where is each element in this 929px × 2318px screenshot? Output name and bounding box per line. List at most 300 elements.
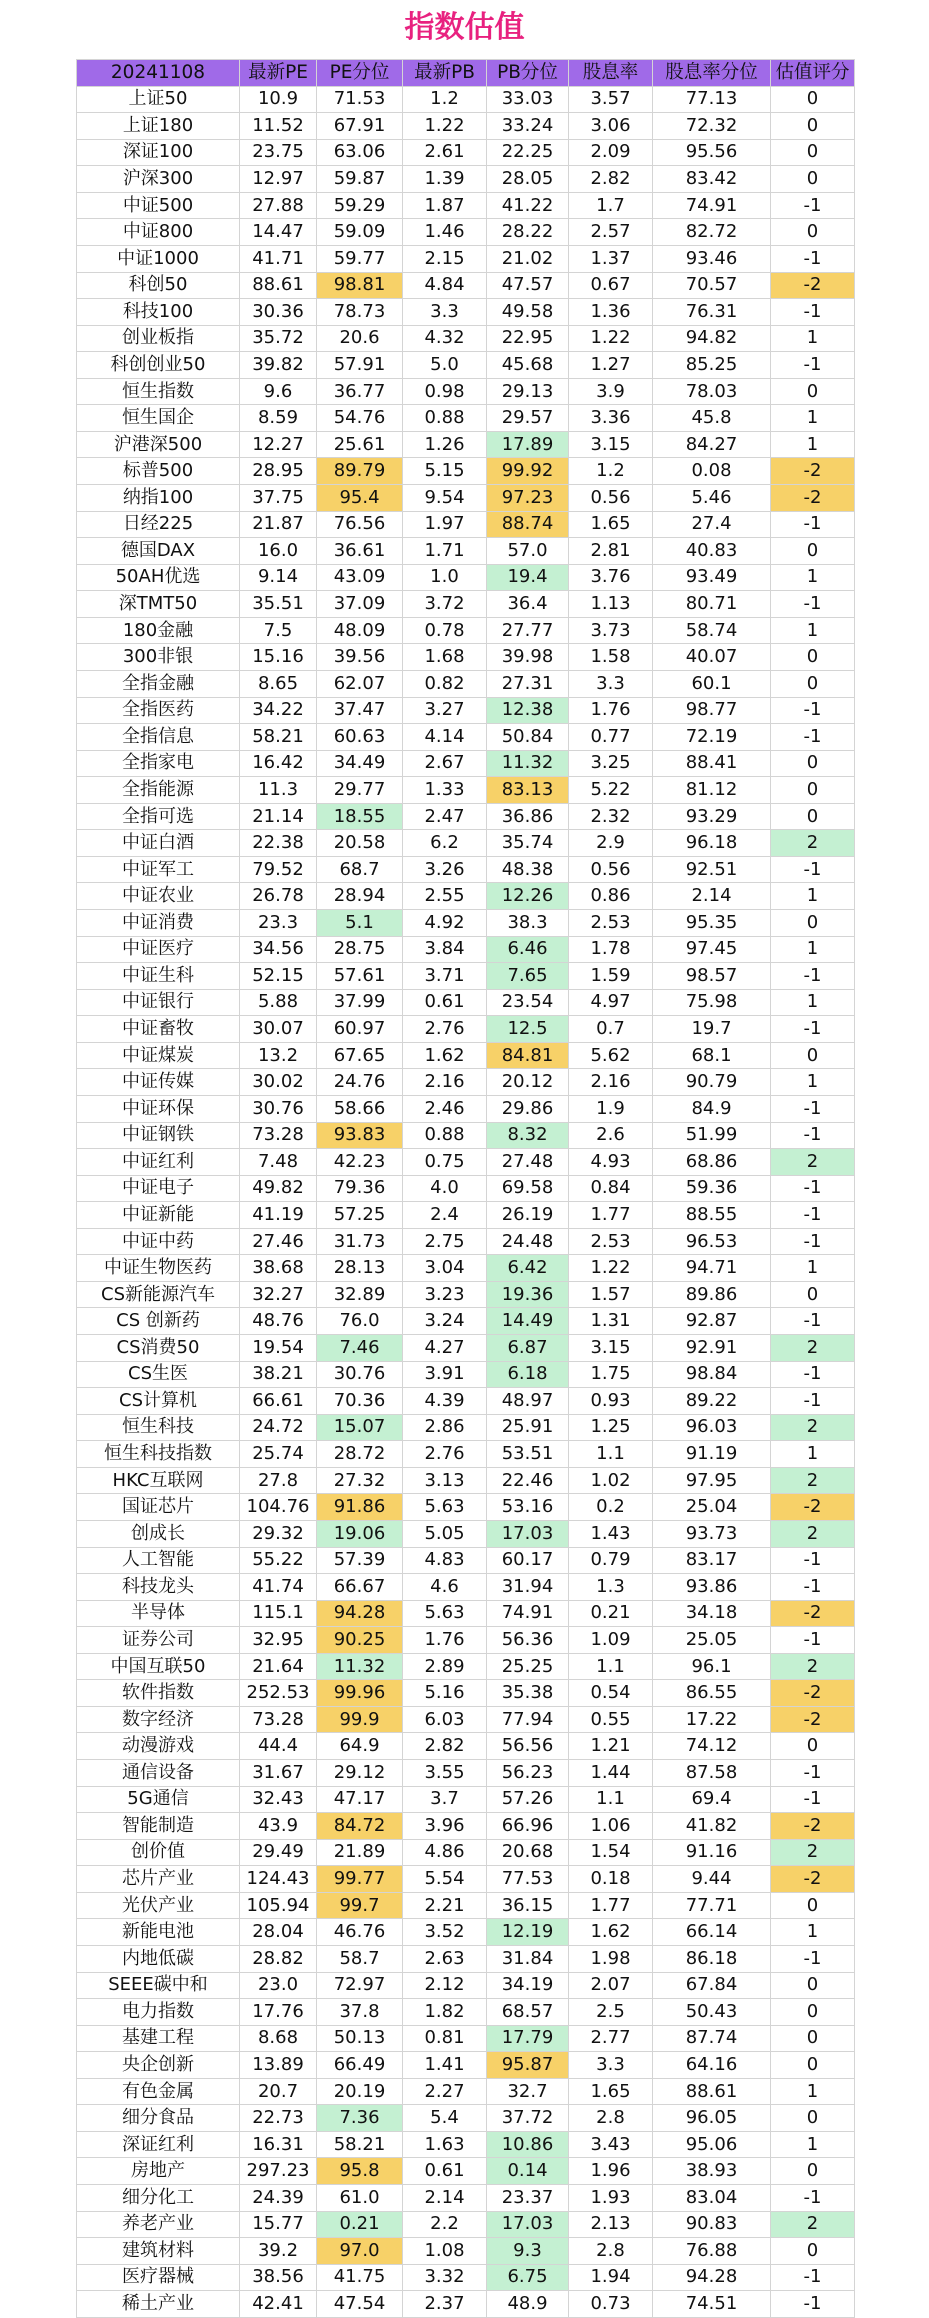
pe-percentile-cell: 29.12 [317, 1760, 403, 1787]
dividend-percentile-cell: 80.71 [653, 591, 771, 618]
table-row [77, 2291, 855, 2318]
table-row [77, 564, 855, 591]
latest-pe-cell: 73.28 [240, 1122, 317, 1149]
latest-pb-cell: 4.86 [403, 1839, 487, 1866]
table-row [77, 405, 855, 432]
pe-percentile-cell: 21.89 [317, 1839, 403, 1866]
dividend-percentile-cell: 0.08 [653, 458, 771, 485]
latest-pe-cell: 11.3 [240, 777, 317, 804]
pb-percentile-cell: 25.91 [487, 1414, 569, 1441]
latest-pb-cell: 1.2 [403, 86, 487, 113]
table-row [77, 325, 855, 352]
pb-percentile-cell: 56.23 [487, 1760, 569, 1787]
pb-percentile-cell: 6.42 [487, 1255, 569, 1282]
latest-pe-cell: 32.95 [240, 1627, 317, 1654]
valuation-score-cell: 1 [771, 1255, 855, 1282]
latest-pb-cell: 2.15 [403, 245, 487, 272]
dividend-percentile-cell: 83.04 [653, 2185, 771, 2212]
dividend-yield-cell: 0.56 [569, 485, 653, 512]
index-name-cell: 科创50 [77, 272, 240, 299]
dividend-percentile-cell: 50.43 [653, 1999, 771, 2026]
dividend-yield-cell: 3.15 [569, 1335, 653, 1362]
latest-pe-cell: 115.1 [240, 1600, 317, 1627]
valuation-score-cell: -1 [771, 245, 855, 272]
latest-pe-cell: 23.0 [240, 1972, 317, 1999]
latest-pb-cell: 2.14 [403, 2185, 487, 2212]
latest-pe-cell: 13.2 [240, 1042, 317, 1069]
table-row [77, 1733, 855, 1760]
pe-percentile-cell: 57.91 [317, 352, 403, 379]
pb-percentile-cell: 29.86 [487, 1095, 569, 1122]
dividend-percentile-cell: 89.22 [653, 1388, 771, 1415]
valuation-score-cell: -1 [771, 1361, 855, 1388]
latest-pb-cell: 3.24 [403, 1308, 487, 1335]
dividend-percentile-cell: 38.93 [653, 2158, 771, 2185]
table-row [77, 1866, 855, 1893]
latest-pb-cell: 6.03 [403, 1706, 487, 1733]
valuation-score-cell: -1 [771, 1016, 855, 1043]
latest-pe-cell: 38.56 [240, 2264, 317, 2291]
dividend-percentile-cell: 83.42 [653, 166, 771, 193]
latest-pe-cell: 58.21 [240, 724, 317, 751]
index-name-cell: 中证红利 [77, 1149, 240, 1176]
pb-percentile-cell: 50.84 [487, 724, 569, 751]
latest-pb-cell: 0.82 [403, 670, 487, 697]
index-name-cell: 纳指100 [77, 485, 240, 512]
index-name-cell: 50AH优选 [77, 564, 240, 591]
dividend-yield-cell: 0.84 [569, 1175, 653, 1202]
index-name-cell: 人工智能 [77, 1547, 240, 1574]
valuation-score-cell: 0 [771, 139, 855, 166]
valuation-score-cell: -1 [771, 511, 855, 538]
pe-percentile-cell: 50.13 [317, 2025, 403, 2052]
latest-pb-cell: 3.72 [403, 591, 487, 618]
index-name-cell: 创价值 [77, 1839, 240, 1866]
table-row [77, 1945, 855, 1972]
dividend-percentile-cell: 98.77 [653, 697, 771, 724]
valuation-score-cell: 1 [771, 1919, 855, 1946]
index-name-cell: 通信设备 [77, 1760, 240, 1787]
dividend-yield-cell: 2.81 [569, 538, 653, 565]
dividend-yield-cell: 1.78 [569, 936, 653, 963]
latest-pe-cell: 27.46 [240, 1228, 317, 1255]
index-name-cell: 中证消费 [77, 910, 240, 937]
dividend-yield-cell: 3.73 [569, 617, 653, 644]
pe-percentile-cell: 18.55 [317, 803, 403, 830]
latest-pe-cell: 32.27 [240, 1281, 317, 1308]
index-name-cell: 全指医药 [77, 697, 240, 724]
latest-pe-cell: 22.73 [240, 2105, 317, 2132]
dividend-yield-cell: 3.76 [569, 564, 653, 591]
table-row [77, 1202, 855, 1229]
pb-percentile-cell: 12.19 [487, 1919, 569, 1946]
table-row [77, 1149, 855, 1176]
dividend-percentile-cell: 82.72 [653, 219, 771, 246]
pb-percentile-cell: 60.17 [487, 1547, 569, 1574]
pe-percentile-cell: 57.25 [317, 1202, 403, 1229]
latest-pb-cell: 2.55 [403, 883, 487, 910]
table-row [77, 2264, 855, 2291]
latest-pb-cell: 1.22 [403, 113, 487, 140]
valuation-score-cell: -1 [771, 591, 855, 618]
page-title: 指数估值 [404, 10, 525, 45]
latest-pe-cell: 23.3 [240, 910, 317, 937]
dividend-percentile-cell: 68.1 [653, 1042, 771, 1069]
table-row [77, 511, 855, 538]
dividend-yield-cell: 4.97 [569, 989, 653, 1016]
table-row [77, 1680, 855, 1707]
index-name-cell: 智能制造 [77, 1813, 240, 1840]
pb-percentile-cell: 97.23 [487, 485, 569, 512]
latest-pe-cell: 11.52 [240, 113, 317, 140]
dividend-percentile-cell: 5.46 [653, 485, 771, 512]
pb-percentile-cell: 99.92 [487, 458, 569, 485]
pb-percentile-cell: 33.03 [487, 86, 569, 113]
latest-pe-cell: 39.2 [240, 2238, 317, 2265]
latest-pb-cell: 5.0 [403, 352, 487, 379]
valuation-score-cell: -1 [771, 2185, 855, 2212]
valuation-score-cell: 0 [771, 750, 855, 777]
valuation-score-cell: 1 [771, 1069, 855, 1096]
dividend-percentile-cell: 94.82 [653, 325, 771, 352]
table-row [77, 1786, 855, 1813]
latest-pb-cell: 0.98 [403, 378, 487, 405]
pe-percentile-cell: 99.9 [317, 1706, 403, 1733]
index-name-cell: 芯片产业 [77, 1866, 240, 1893]
pb-percentile-cell: 6.46 [487, 936, 569, 963]
dividend-yield-cell: 1.27 [569, 352, 653, 379]
pb-percentile-cell: 17.89 [487, 431, 569, 458]
latest-pe-cell: 73.28 [240, 1706, 317, 1733]
dividend-yield-cell: 1.65 [569, 511, 653, 538]
dividend-yield-cell: 2.9 [569, 830, 653, 857]
dividend-yield-cell: 1.98 [569, 1945, 653, 1972]
table-row [77, 1653, 855, 1680]
index-name-cell: 全指能源 [77, 777, 240, 804]
valuation-score-cell: 2 [771, 1467, 855, 1494]
index-name-cell: 国证芯片 [77, 1494, 240, 1521]
dividend-percentile-cell: 75.98 [653, 989, 771, 1016]
latest-pb-cell: 5.05 [403, 1520, 487, 1547]
index-name-cell: 沪深300 [77, 166, 240, 193]
valuation-score-cell: 0 [771, 1999, 855, 2026]
latest-pb-cell: 2.47 [403, 803, 487, 830]
pb-percentile-cell: 84.81 [487, 1042, 569, 1069]
pe-percentile-cell: 41.75 [317, 2264, 403, 2291]
latest-pb-cell: 3.7 [403, 1786, 487, 1813]
latest-pb-cell: 0.61 [403, 2158, 487, 2185]
table-row [77, 2185, 855, 2212]
pe-percentile-cell: 99.7 [317, 1892, 403, 1919]
table-row [77, 299, 855, 326]
valuation-score-cell: -1 [771, 963, 855, 990]
valuation-score-cell: 0 [771, 1972, 855, 1999]
dividend-percentile-cell: 96.05 [653, 2105, 771, 2132]
dividend-yield-cell: 3.06 [569, 113, 653, 140]
latest-pb-cell: 5.63 [403, 1600, 487, 1627]
index-name-cell: 全指金融 [77, 670, 240, 697]
table-row [77, 1255, 855, 1282]
dividend-percentile-cell: 34.18 [653, 1600, 771, 1627]
valuation-score-cell: -1 [771, 1945, 855, 1972]
latest-pb-cell: 3.71 [403, 963, 487, 990]
dividend-percentile-cell: 96.03 [653, 1414, 771, 1441]
dividend-percentile-cell: 77.13 [653, 86, 771, 113]
pe-percentile-cell: 94.28 [317, 1600, 403, 1627]
index-name-cell: 上证50 [77, 86, 240, 113]
latest-pe-cell: 5.88 [240, 989, 317, 1016]
pb-percentile-cell: 32.7 [487, 2078, 569, 2105]
dividend-yield-cell: 1.75 [569, 1361, 653, 1388]
dividend-percentile-cell: 25.05 [653, 1627, 771, 1654]
valuation-score-cell: -1 [771, 2291, 855, 2318]
table-row [77, 830, 855, 857]
dividend-yield-cell: 0.56 [569, 856, 653, 883]
pb-percentile-cell: 6.87 [487, 1335, 569, 1362]
header-score: 估值评分 [771, 60, 855, 87]
pb-percentile-cell: 31.94 [487, 1574, 569, 1601]
latest-pb-cell: 1.39 [403, 166, 487, 193]
dividend-yield-cell: 1.1 [569, 1786, 653, 1813]
latest-pe-cell: 39.82 [240, 352, 317, 379]
dividend-percentile-cell: 92.87 [653, 1308, 771, 1335]
dividend-yield-cell: 3.57 [569, 86, 653, 113]
pe-percentile-cell: 57.61 [317, 963, 403, 990]
index-name-cell: 中证生物医药 [77, 1255, 240, 1282]
table-row [77, 644, 855, 671]
valuation-score-cell: 0 [771, 538, 855, 565]
dividend-percentile-cell: 92.51 [653, 856, 771, 883]
latest-pe-cell: 38.68 [240, 1255, 317, 1282]
table-row [77, 458, 855, 485]
dividend-yield-cell: 1.57 [569, 1281, 653, 1308]
index-name-cell: 中证传媒 [77, 1069, 240, 1096]
latest-pe-cell: 9.14 [240, 564, 317, 591]
latest-pb-cell: 3.04 [403, 1255, 487, 1282]
valuation-score-cell: 0 [771, 670, 855, 697]
pb-percentile-cell: 24.48 [487, 1228, 569, 1255]
dividend-yield-cell: 1.94 [569, 2264, 653, 2291]
pe-percentile-cell: 24.76 [317, 1069, 403, 1096]
table-row [77, 856, 855, 883]
table-row [77, 1813, 855, 1840]
latest-pe-cell: 42.41 [240, 2291, 317, 2318]
latest-pe-cell: 12.97 [240, 166, 317, 193]
valuation-score-cell: 0 [771, 1892, 855, 1919]
latest-pb-cell: 3.26 [403, 856, 487, 883]
dividend-yield-cell: 2.57 [569, 219, 653, 246]
index-name-cell: 创业板指 [77, 325, 240, 352]
table-row [77, 485, 855, 512]
latest-pb-cell: 1.87 [403, 192, 487, 219]
latest-pb-cell: 4.32 [403, 325, 487, 352]
dividend-yield-cell: 0.2 [569, 1494, 653, 1521]
table-row [77, 1361, 855, 1388]
latest-pb-cell: 4.14 [403, 724, 487, 751]
table-row [77, 86, 855, 113]
latest-pe-cell: 27.8 [240, 1467, 317, 1494]
latest-pe-cell: 104.76 [240, 1494, 317, 1521]
dividend-yield-cell: 2.8 [569, 2105, 653, 2132]
dividend-percentile-cell: 51.99 [653, 1122, 771, 1149]
table-row [77, 883, 855, 910]
latest-pe-cell: 52.15 [240, 963, 317, 990]
valuation-score-cell: 2 [771, 1335, 855, 1362]
index-name-cell: 180金融 [77, 617, 240, 644]
latest-pb-cell: 0.88 [403, 1122, 487, 1149]
table-row [77, 1467, 855, 1494]
index-name-cell: 德国DAX [77, 538, 240, 565]
dividend-percentile-cell: 85.25 [653, 352, 771, 379]
latest-pb-cell: 2.2 [403, 2211, 487, 2238]
latest-pb-cell: 4.27 [403, 1335, 487, 1362]
valuation-score-cell: -1 [771, 856, 855, 883]
latest-pb-cell: 0.61 [403, 989, 487, 1016]
latest-pe-cell: 21.64 [240, 1653, 317, 1680]
pe-percentile-cell: 37.99 [317, 989, 403, 1016]
pe-percentile-cell: 47.54 [317, 2291, 403, 2318]
index-name-cell: 恒生指数 [77, 378, 240, 405]
dividend-yield-cell: 2.53 [569, 910, 653, 937]
table-row [77, 1760, 855, 1787]
dividend-yield-cell: 2.13 [569, 2211, 653, 2238]
latest-pb-cell: 2.63 [403, 1945, 487, 1972]
pe-percentile-cell: 39.56 [317, 644, 403, 671]
valuation-score-cell: -2 [771, 485, 855, 512]
latest-pb-cell: 3.84 [403, 936, 487, 963]
latest-pe-cell: 21.87 [240, 511, 317, 538]
latest-pe-cell: 8.68 [240, 2025, 317, 2052]
dividend-yield-cell: 1.77 [569, 1892, 653, 1919]
latest-pe-cell: 30.36 [240, 299, 317, 326]
valuation-score-cell: 0 [771, 910, 855, 937]
index-name-cell: 科技100 [77, 299, 240, 326]
dividend-percentile-cell: 98.57 [653, 963, 771, 990]
dividend-yield-cell: 1.22 [569, 1255, 653, 1282]
valuation-score-cell: 1 [771, 325, 855, 352]
latest-pe-cell: 44.4 [240, 1733, 317, 1760]
dividend-yield-cell: 3.3 [569, 2052, 653, 2079]
dividend-percentile-cell: 76.88 [653, 2238, 771, 2265]
dividend-yield-cell: 3.25 [569, 750, 653, 777]
latest-pb-cell: 3.3 [403, 299, 487, 326]
pe-percentile-cell: 68.7 [317, 856, 403, 883]
pb-percentile-cell: 22.95 [487, 325, 569, 352]
table-row [77, 1494, 855, 1521]
pb-percentile-cell: 22.46 [487, 1467, 569, 1494]
pe-percentile-cell: 76.0 [317, 1308, 403, 1335]
latest-pe-cell: 31.67 [240, 1760, 317, 1787]
latest-pe-cell: 29.32 [240, 1520, 317, 1547]
pe-percentile-cell: 37.8 [317, 1999, 403, 2026]
latest-pe-cell: 35.72 [240, 325, 317, 352]
dividend-percentile-cell: 64.16 [653, 2052, 771, 2079]
pe-percentile-cell: 66.49 [317, 2052, 403, 2079]
valuation-score-cell: 0 [771, 2105, 855, 2132]
dividend-percentile-cell: 93.29 [653, 803, 771, 830]
dividend-percentile-cell: 93.73 [653, 1520, 771, 1547]
pe-percentile-cell: 90.25 [317, 1627, 403, 1654]
valuation-score-cell: 1 [771, 883, 855, 910]
latest-pb-cell: 2.27 [403, 2078, 487, 2105]
dividend-percentile-cell: 90.83 [653, 2211, 771, 2238]
index-name-cell: 全指可选 [77, 803, 240, 830]
valuation-score-cell: 0 [771, 1042, 855, 1069]
pb-percentile-cell: 6.18 [487, 1361, 569, 1388]
index-name-cell: 数字经济 [77, 1706, 240, 1733]
dividend-percentile-cell: 86.55 [653, 1680, 771, 1707]
header-row [77, 60, 855, 87]
pb-percentile-cell: 49.58 [487, 299, 569, 326]
dividend-yield-cell: 1.93 [569, 2185, 653, 2212]
dividend-yield-cell: 0.54 [569, 1680, 653, 1707]
table-row [77, 803, 855, 830]
dividend-percentile-cell: 70.57 [653, 272, 771, 299]
table-row [77, 1574, 855, 1601]
dividend-yield-cell: 1.2 [569, 458, 653, 485]
latest-pe-cell: 8.59 [240, 405, 317, 432]
dividend-yield-cell: 1.96 [569, 2158, 653, 2185]
pe-percentile-cell: 78.73 [317, 299, 403, 326]
pe-percentile-cell: 97.0 [317, 2238, 403, 2265]
index-name-cell: 中证白酒 [77, 830, 240, 857]
latest-pe-cell: 15.77 [240, 2211, 317, 2238]
valuation-score-cell: 1 [771, 1441, 855, 1468]
table-row [77, 139, 855, 166]
index-name-cell: 电力指数 [77, 1999, 240, 2026]
valuation-score-cell: 1 [771, 989, 855, 1016]
index-name-cell: 中证医疗 [77, 936, 240, 963]
valuation-score-cell: -1 [771, 299, 855, 326]
pe-percentile-cell: 71.53 [317, 86, 403, 113]
index-name-cell: 建筑材料 [77, 2238, 240, 2265]
valuation-score-cell: -1 [771, 1388, 855, 1415]
latest-pb-cell: 1.97 [403, 511, 487, 538]
dividend-percentile-cell: 90.79 [653, 1069, 771, 1096]
latest-pe-cell: 41.19 [240, 1202, 317, 1229]
dividend-percentile-cell: 96.18 [653, 830, 771, 857]
pb-percentile-cell: 47.57 [487, 272, 569, 299]
pb-percentile-cell: 11.32 [487, 750, 569, 777]
dividend-yield-cell: 2.8 [569, 2238, 653, 2265]
dividend-percentile-cell: 88.41 [653, 750, 771, 777]
dividend-yield-cell: 1.43 [569, 1520, 653, 1547]
pe-percentile-cell: 99.96 [317, 1680, 403, 1707]
latest-pb-cell: 2.16 [403, 1069, 487, 1096]
latest-pb-cell: 1.63 [403, 2131, 487, 2158]
dividend-percentile-cell: 89.86 [653, 1281, 771, 1308]
latest-pe-cell: 30.76 [240, 1095, 317, 1122]
latest-pe-cell: 124.43 [240, 1866, 317, 1893]
header-dividend-percentile: 股息率分位 [653, 60, 771, 87]
pb-percentile-cell: 28.05 [487, 166, 569, 193]
latest-pe-cell: 19.54 [240, 1335, 317, 1362]
dividend-percentile-cell: 68.86 [653, 1149, 771, 1176]
index-name-cell: 内地低碳 [77, 1945, 240, 1972]
dividend-yield-cell: 2.32 [569, 803, 653, 830]
pe-percentile-cell: 29.77 [317, 777, 403, 804]
table-row [77, 777, 855, 804]
dividend-percentile-cell: 41.82 [653, 1813, 771, 1840]
latest-pe-cell: 37.75 [240, 485, 317, 512]
valuation-score-cell: 1 [771, 405, 855, 432]
pe-percentile-cell: 31.73 [317, 1228, 403, 1255]
latest-pe-cell: 20.7 [240, 2078, 317, 2105]
dividend-percentile-cell: 84.27 [653, 431, 771, 458]
pe-percentile-cell: 25.61 [317, 431, 403, 458]
latest-pb-cell: 2.76 [403, 1016, 487, 1043]
latest-pb-cell: 1.82 [403, 1999, 487, 2026]
